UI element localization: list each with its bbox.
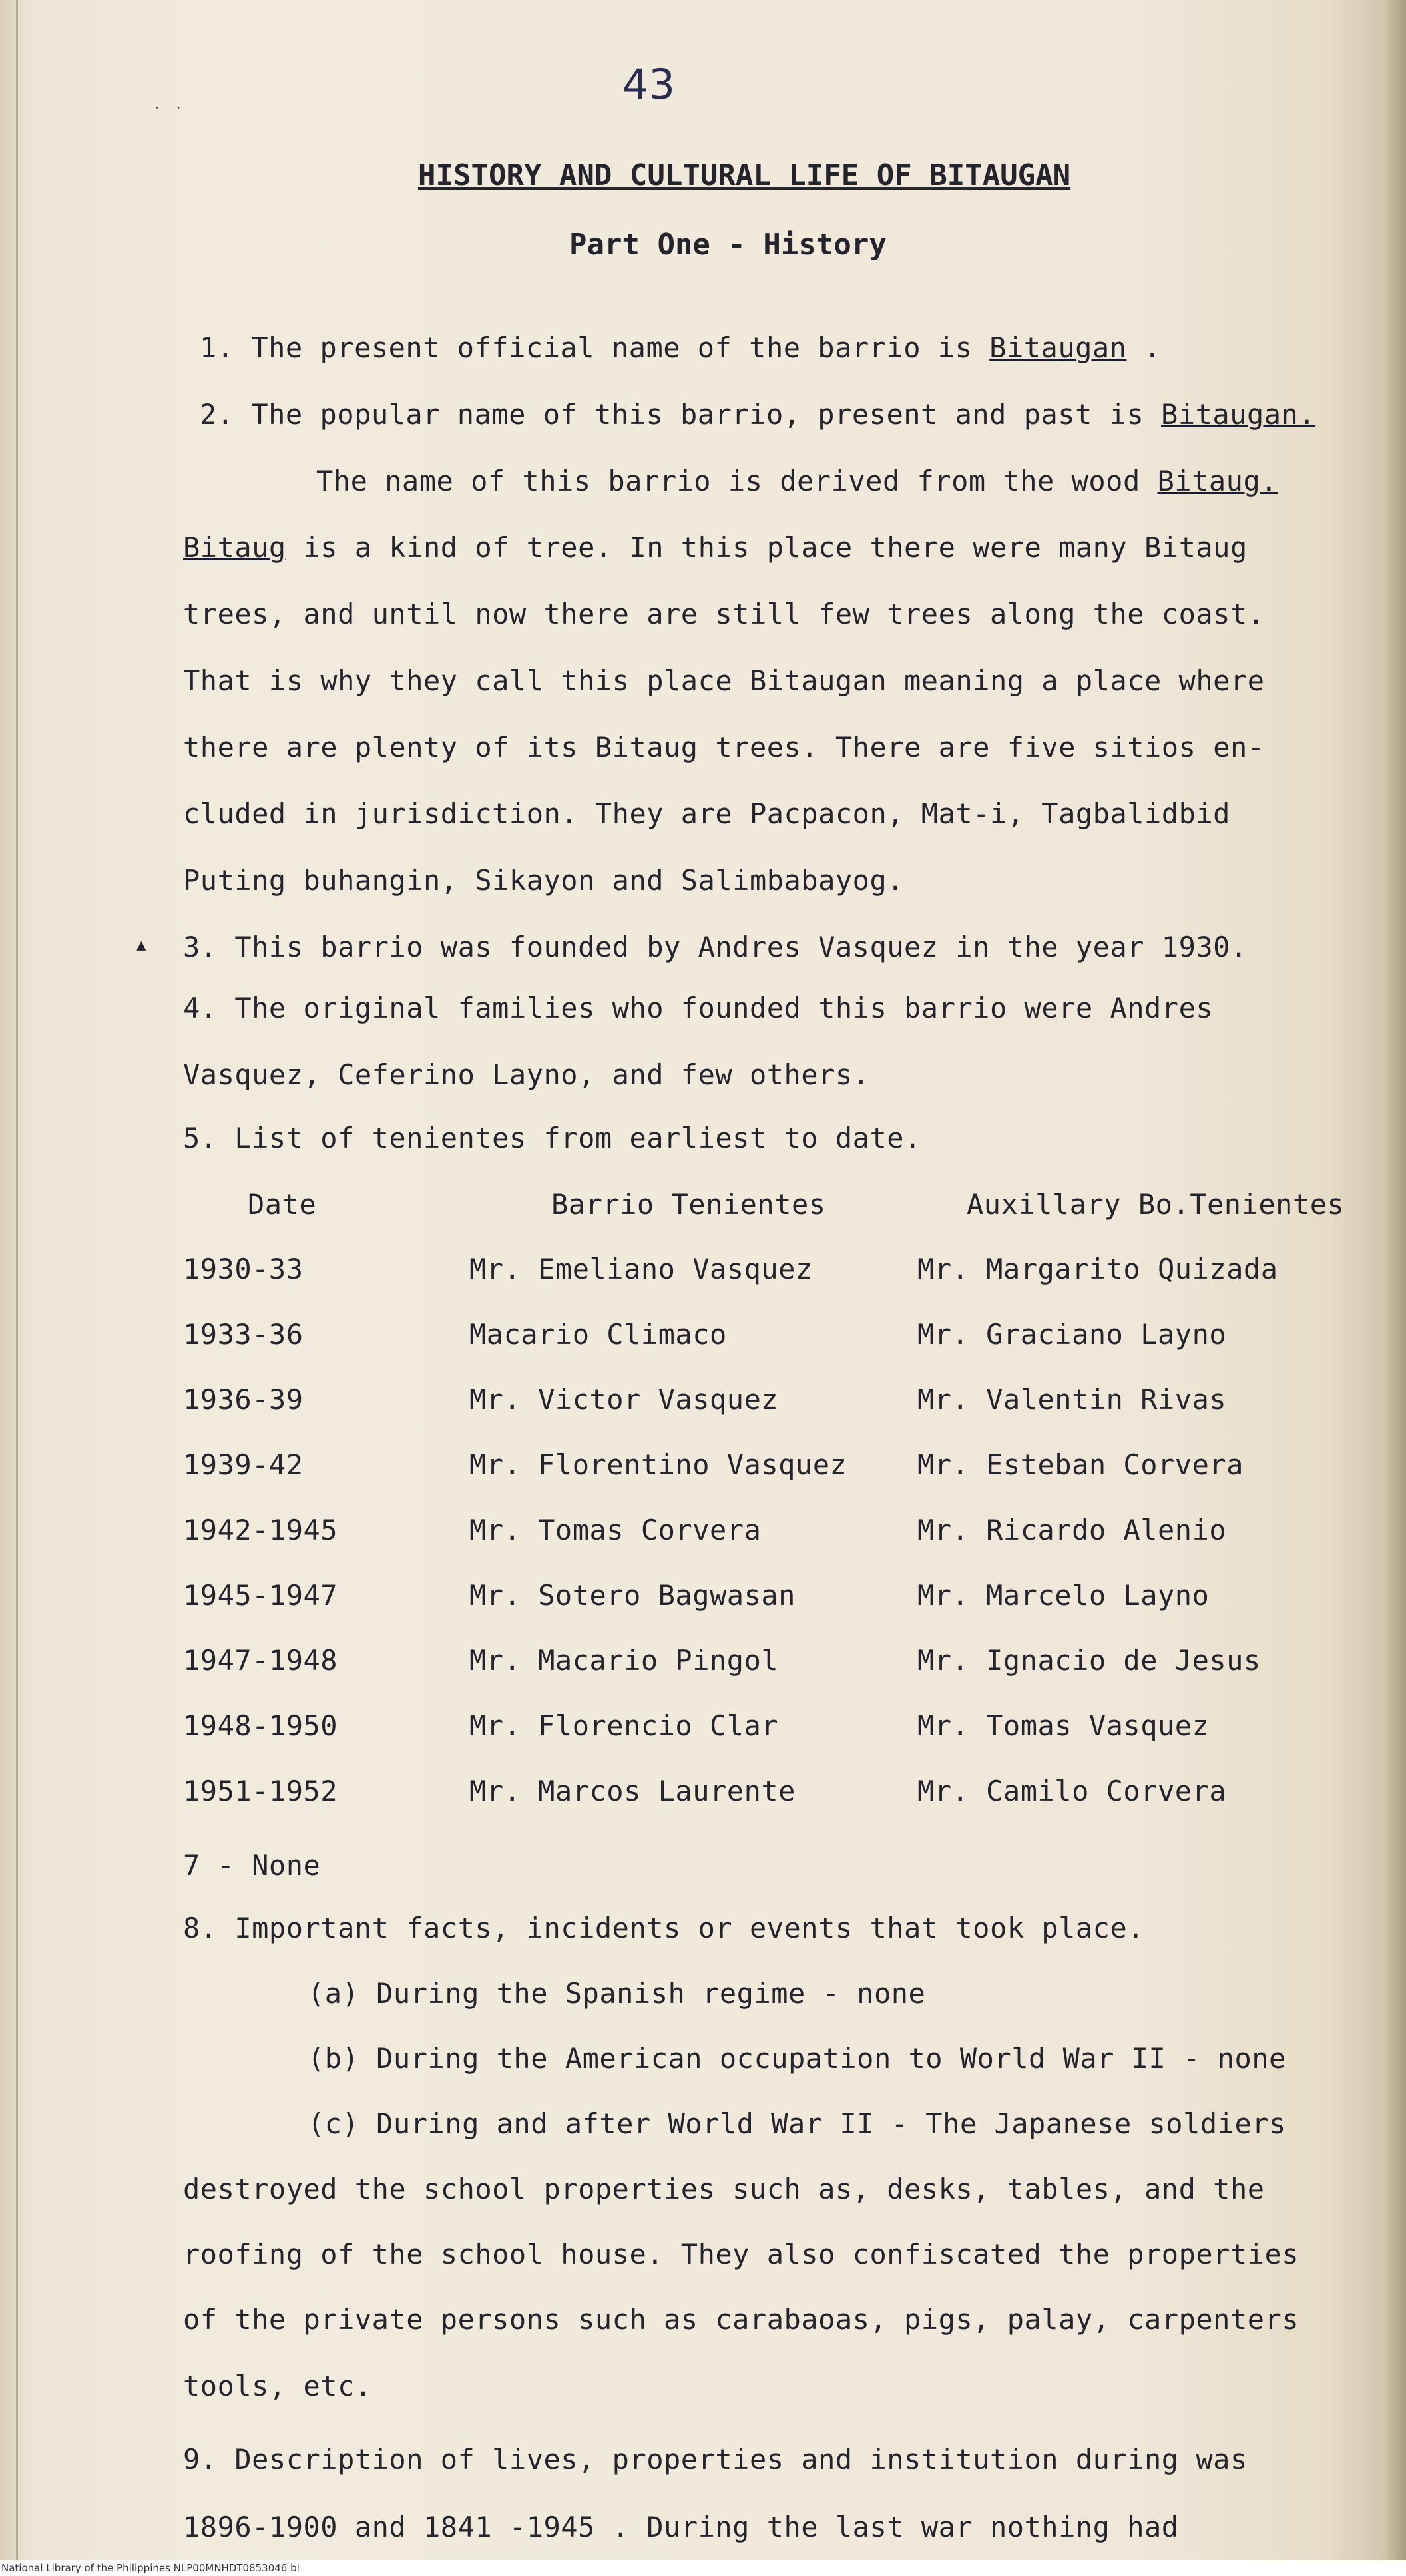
item-5: 5. List of tenientes from earliest to date. bbox=[183, 1122, 921, 1154]
row-auxillary: Mr. Tomas Vasquez bbox=[917, 1709, 1210, 1742]
margin-dots: · · bbox=[153, 100, 186, 116]
row-teniente: Macario Climaco bbox=[469, 1318, 727, 1351]
row-date: 1942-1945 bbox=[183, 1514, 338, 1546]
row-auxillary: Mr. Esteban Corvera bbox=[917, 1448, 1244, 1481]
body-line: roofing of the school house. They also confiscated the properties bbox=[183, 2238, 1299, 2270]
row-teniente: Mr. Florentino Vasquez bbox=[469, 1448, 847, 1481]
row-date: 1939-42 bbox=[183, 1448, 304, 1481]
page-edge bbox=[1385, 0, 1406, 2576]
table-header-tenientes: Barrio Tenientes bbox=[551, 1188, 826, 1221]
item-8: 8. Important facts, incidents or events that took place. bbox=[183, 1912, 1145, 1944]
row-teniente: Mr. Macario Pingol bbox=[469, 1644, 779, 1677]
body-line-text: is a kind of tree. In this place there were many Bitaug bbox=[286, 531, 1248, 564]
item-4: 4. The original families who founded this barrio were Andres bbox=[183, 992, 1214, 1024]
row-date: 1930-33 bbox=[183, 1253, 304, 1285]
document-title: HISTORY AND CULTURAL LIFE OF BITAUGAN bbox=[418, 158, 1071, 192]
row-auxillary: Mr. Ricardo Alenio bbox=[917, 1514, 1227, 1546]
row-auxillary: Mr. Graciano Layno bbox=[917, 1318, 1227, 1351]
item-1-text: 1. The present official name of the barrio is bbox=[200, 331, 990, 364]
row-date: 1947-1948 bbox=[183, 1644, 338, 1677]
row-auxillary: Mr. Ignacio de Jesus bbox=[917, 1644, 1261, 1677]
row-date: 1933-36 bbox=[183, 1318, 304, 1351]
page-number: 43 bbox=[622, 60, 675, 108]
barrio-name: Bitaugan bbox=[989, 331, 1127, 364]
popular-name: Bitaugan. bbox=[1161, 398, 1316, 431]
row-teniente: Mr. Victor Vasquez bbox=[469, 1383, 779, 1416]
scan-footer bbox=[0, 2560, 1406, 2576]
item-1 bbox=[200, 331, 1161, 364]
item-8a: (a) During the Spanish regime - none bbox=[308, 1977, 926, 2010]
body-line bbox=[183, 531, 1248, 564]
table-header-date: Date bbox=[248, 1188, 317, 1221]
row-auxillary: Mr. Valentin Rivas bbox=[917, 1383, 1227, 1416]
item-8b: (b) During the American occupation to World War II - none bbox=[308, 2042, 1286, 2075]
body-line: That is why they call this place Bitaugan meaning a place where bbox=[183, 664, 1265, 697]
body-line: Puting buhangin, Sikayon and Salimbabayog. bbox=[183, 864, 905, 897]
row-date: 1936-39 bbox=[183, 1383, 304, 1416]
item-1-end: . bbox=[1126, 331, 1162, 364]
body-line: tools, etc. bbox=[183, 2370, 372, 2402]
tree-name: Bitaug bbox=[183, 531, 286, 564]
margin-arrow-icon: ▲ bbox=[136, 935, 146, 954]
body-line: destroyed the school properties such as, desks, tables, and the bbox=[183, 2173, 1265, 2205]
row-auxillary: Mr. Camilo Corvera bbox=[917, 1775, 1227, 1807]
item-9: 9. Description of lives, properties and institution during was bbox=[183, 2443, 1248, 2475]
body-line bbox=[316, 465, 1278, 497]
row-date: 1945-1947 bbox=[183, 1579, 338, 1611]
body-line: Vasquez, Ceferino Layno, and few others. bbox=[183, 1058, 870, 1091]
footer-text: National Library of the Philippines NLP00MNHDT0853046 bl bbox=[1, 2562, 300, 2574]
table-header-auxillary: Auxillary Bo.Tenientes bbox=[967, 1188, 1345, 1221]
row-teniente: Mr. Tomas Corvera bbox=[469, 1514, 762, 1546]
row-date: 1951-1952 bbox=[183, 1775, 338, 1807]
row-teniente: Mr. Marcos Laurente bbox=[469, 1775, 796, 1807]
item-3: 3. This barrio was founded by Andres Vasquez in the year 1930. bbox=[183, 931, 1248, 963]
item-2 bbox=[200, 398, 1315, 431]
body-line: 1896-1900 and 1841 -1945 . During the last war nothing had bbox=[183, 2511, 1179, 2543]
item-7: 7 - None bbox=[183, 1849, 321, 1882]
item-8c: (c) During and after World War II - The Japanese soldiers bbox=[308, 2107, 1286, 2140]
row-teniente: Mr. Emeliano Vasquez bbox=[469, 1253, 813, 1285]
row-teniente: Mr. Florencio Clar bbox=[469, 1709, 779, 1742]
row-date: 1948-1950 bbox=[183, 1709, 338, 1742]
row-teniente: Mr. Sotero Bagwasan bbox=[469, 1579, 796, 1611]
document-subtitle: Part One - History bbox=[569, 228, 887, 262]
row-auxillary: Mr. Marcelo Layno bbox=[917, 1579, 1210, 1611]
body-line: trees, and until now there are still few trees along the coast. bbox=[183, 598, 1265, 630]
body-line-text: The name of this barrio is derived from the wood bbox=[316, 465, 1158, 497]
body-line: there are plenty of its Bitaug trees. There are five sitios en- bbox=[183, 731, 1265, 763]
body-line: cluded in jurisdiction. They are Pacpacon, Mat-i, Tagbalidbid bbox=[183, 797, 1230, 830]
item-2-text: 2. The popular name of this barrio, present and past is bbox=[200, 398, 1162, 431]
body-line: of the private persons such as carabaoas, pigs, palay, carpenters bbox=[183, 2303, 1299, 2336]
margin-rule bbox=[16, 0, 18, 2576]
wood-name: Bitaug. bbox=[1157, 465, 1278, 497]
row-auxillary: Mr. Margarito Quizada bbox=[917, 1253, 1278, 1285]
